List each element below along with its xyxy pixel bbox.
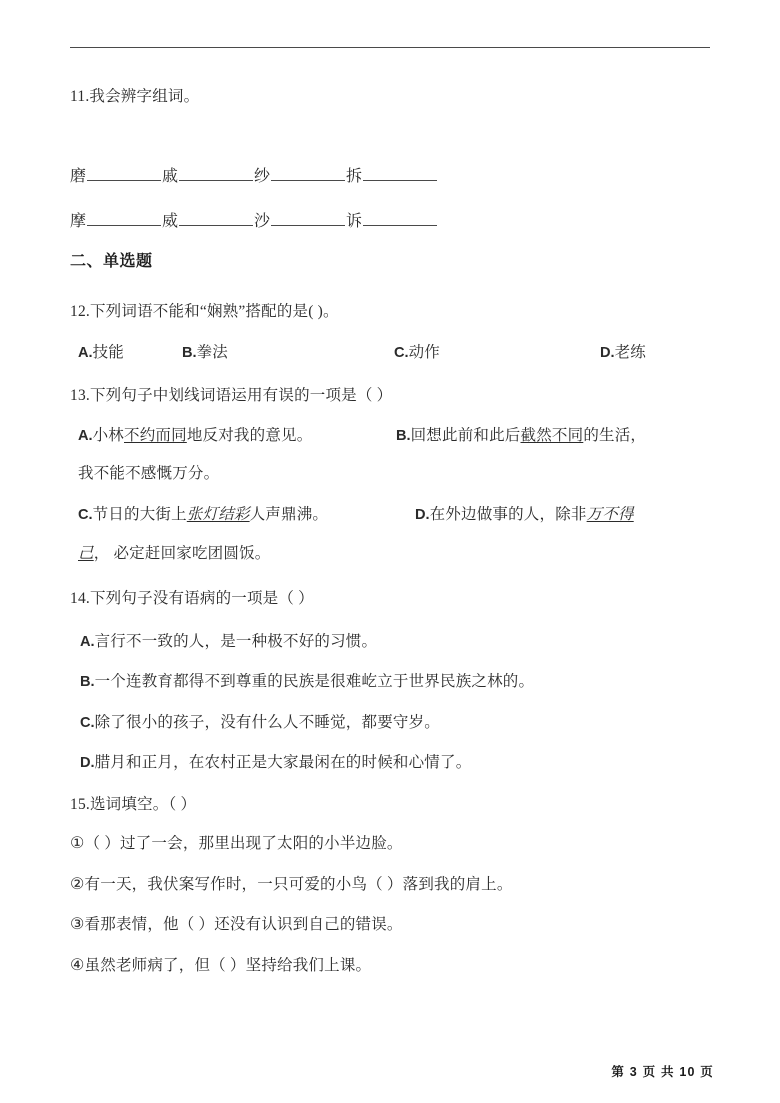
underlined-idiom-tail: 己 — [78, 545, 94, 562]
question-11-row-1 — [70, 163, 438, 186]
char-cell: 戚 — [162, 168, 179, 185]
option-label: C. — [80, 715, 95, 731]
option-label: D. — [600, 345, 615, 361]
option-label: C. — [394, 345, 409, 361]
question-15-item-2[interactable] — [70, 873, 513, 897]
question-14-stem: 14.下列句子没有语病的一项是（ ） — [70, 590, 314, 607]
blank-line[interactable] — [87, 165, 161, 181]
option-label: B. — [396, 428, 411, 444]
option-text: 一个连教育都得不到尊重的民族是很难屹立于世界民族之林的。 — [94, 673, 535, 690]
question-12-option-c[interactable] — [394, 341, 440, 365]
question-12-option-d[interactable] — [600, 341, 646, 365]
question-15-item-4[interactable] — [70, 954, 371, 978]
option-label: B. — [80, 674, 95, 690]
question-13-option-d[interactable] — [415, 503, 634, 527]
question-11-row-2 — [70, 208, 438, 231]
question-11-stem: 11.我会辨字组词。 — [70, 88, 200, 105]
underlined-idiom: 不约而同 — [124, 427, 187, 444]
question-13-option-c[interactable] — [78, 503, 328, 527]
blank-line[interactable] — [271, 210, 345, 226]
question-14-option-d[interactable] — [80, 751, 471, 775]
option-label: A. — [78, 345, 93, 361]
blank-line[interactable] — [179, 210, 253, 226]
question-13-option-d-continuation — [78, 542, 270, 565]
option-text: 腊月和正月，在农村正是大家最闲在的时候和心情了。 — [94, 754, 472, 771]
question-12-option-a[interactable] — [78, 341, 124, 365]
option-text: 言行不一致的人，是一种极不好的习惯。 — [94, 633, 378, 650]
question-15-item-3[interactable] — [70, 913, 403, 937]
option-text-post: 的生活， — [583, 427, 647, 444]
underlined-idiom: 截然不同 — [520, 427, 584, 444]
char-cell: 沙 — [254, 213, 271, 230]
blank-line[interactable] — [271, 165, 345, 181]
option-text-post: 人声鼎沸。 — [249, 506, 329, 523]
char-cell: 拆 — [346, 168, 363, 185]
question-13-option-b[interactable] — [396, 424, 646, 448]
char-cell: 磨 — [70, 168, 87, 185]
question-14-option-c[interactable] — [80, 711, 440, 735]
item-text: （ ）过了一会，那里出现了太阳的小半边脸。 — [84, 835, 403, 852]
char-cell: 诉 — [346, 213, 363, 230]
option-text: 动作 — [408, 344, 440, 361]
question-15-stem: 15.选词填空。（ ） — [70, 796, 197, 813]
option-text: 除了很小的孩子，没有什么人不睡觉，都要守岁。 — [94, 714, 440, 731]
option-text-post: 地反对我的意见。 — [186, 427, 313, 444]
option-text-pre: 回想此前和此后 — [410, 427, 521, 444]
option-label: D. — [80, 755, 95, 771]
question-13-option-b-continuation: 我不能不感慨万分。 — [78, 465, 220, 482]
page-footer: 第 3 页 共 10 页 — [611, 1065, 714, 1079]
question-13-option-a[interactable] — [78, 424, 312, 448]
char-cell: 摩 — [70, 213, 87, 230]
underlined-idiom: 张灯结彩 — [186, 506, 250, 523]
item-marker: ① — [70, 835, 85, 852]
item-text: 虽然老师病了，但（ ）坚持给我们上课。 — [84, 957, 372, 974]
option-label: A. — [80, 634, 95, 650]
blank-line[interactable] — [179, 165, 253, 181]
option-label: C. — [78, 507, 93, 523]
question-12-stem: 12.下列词语不能和“娴熟”搭配的是( )。 — [70, 303, 339, 320]
option-text-pre: 在外边做事的人，除非 — [429, 506, 587, 523]
item-marker: ③ — [70, 916, 85, 933]
item-text: 有一天，我伏案写作时，一只可爱的小鸟（ ）落到我的肩上。 — [84, 876, 513, 893]
item-marker: ② — [70, 876, 85, 893]
underlined-idiom: 万不得 — [586, 506, 634, 523]
question-13-stem: 13.下列句子中划线词语运用有误的一项是（ ） — [70, 387, 393, 404]
option-text: 老练 — [614, 344, 646, 361]
option-label: A. — [78, 428, 93, 444]
question-14-option-a[interactable] — [80, 630, 377, 654]
item-text: 看那表情，他（ ）还没有认识到自己的错误。 — [84, 916, 403, 933]
item-marker: ④ — [70, 957, 85, 974]
option-text-post: ， 必定赶回家吃团圆饭。 — [93, 545, 271, 562]
char-cell: 威 — [162, 213, 179, 230]
header-divider — [70, 47, 710, 48]
option-label: D. — [415, 507, 430, 523]
option-label: B. — [182, 345, 197, 361]
option-text: 技能 — [92, 344, 124, 361]
blank-line[interactable] — [87, 210, 161, 226]
blank-line[interactable] — [363, 165, 437, 181]
question-15-item-1[interactable] — [70, 832, 403, 856]
option-text-pre: 节日的大街上 — [92, 506, 187, 523]
question-14-option-b[interactable] — [80, 670, 534, 694]
question-12-option-b[interactable] — [182, 341, 228, 365]
char-cell: 纱 — [254, 168, 271, 185]
option-text-pre: 小林 — [92, 427, 124, 444]
section-heading-2: 二、单选题 — [70, 253, 153, 270]
blank-line[interactable] — [363, 210, 437, 226]
option-text: 拳法 — [196, 344, 228, 361]
